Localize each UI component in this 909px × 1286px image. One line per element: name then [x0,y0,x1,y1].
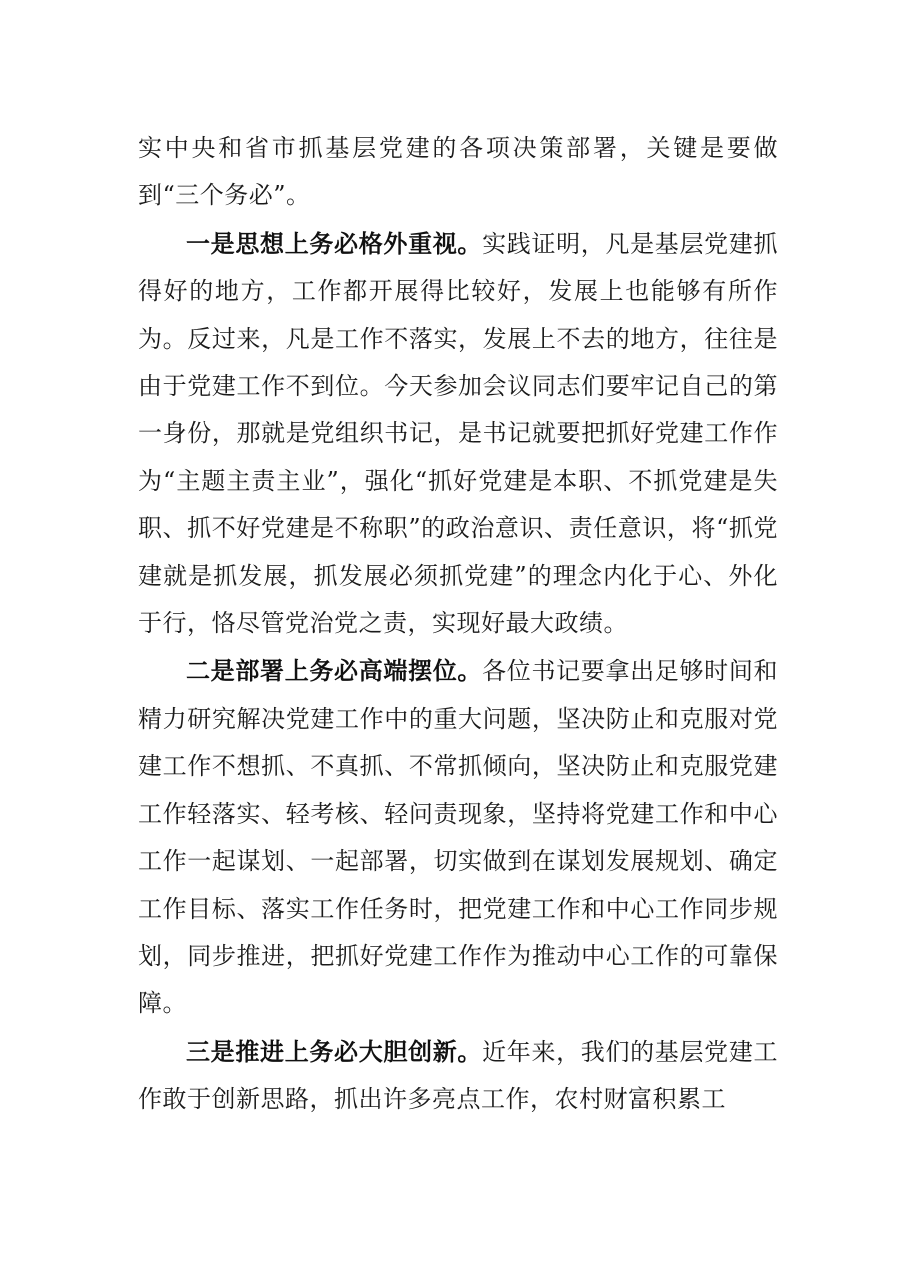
paragraph-text: 实中央和省市抓基层党建的各项决策部署，关键是要做到“三个务必”。 [138,134,778,210]
paragraph-point-2 [138,647,778,1027]
paragraph-text: 实践证明，凡是基层党建抓得好的地方，工作都开展得比较好，发展上也能够有所作为。反过来，凡是工作不落实，发展上不去的地方，往往是由于党建工作不到位。今天参加会议同志们要牢记自己的第一身份，那就是党组织书记，是书记就要把抓好党建工作作为“主题主责主业”，强化“抓好党建是本职、不抓党建是失职、抓不好党建是不称职”的政治意识、责任意识，将“抓党建就是抓发展，抓发展必须抓党建”的理念内化于心、外化于行，恪尽管党治党之责，实现好最大政绩。 [138,229,779,638]
paragraph-text: 各位书记要拿出足够时间和精力研究解决党建工作中的重大问题，坚决防止和克服对党建工作不想抓、不真抓、不常抓倾向，坚决防止和克服党建工作轻落实、轻考核、轻问责现象，坚持将党建工作和中心工作一起谋划、一起部署，切实做到在谋划发展规划、确定工作目标、落实工作任务时，把党建工作和中心工作同步规划，同步推进，把抓好党建工作作为推动中心工作的可靠保障。 [138,657,779,1018]
paragraph-lead: 二是部署上务必高端摆位。 [186,656,483,686]
paragraph-point-3 [138,1028,778,1124]
paragraph-lead: 一是思想上务必格外重视。 [186,228,483,258]
paragraph-lead: 三是推进上务必大胆创新。 [186,1036,483,1066]
paragraph-point-1 [138,220,778,648]
paragraph-intro [138,124,778,220]
paragraph-text: 近年来，我们的基层党建工作敢于创新思路，抓出许多亮点工作，农村财富积累工 [138,1037,779,1114]
document-body [138,124,778,1124]
